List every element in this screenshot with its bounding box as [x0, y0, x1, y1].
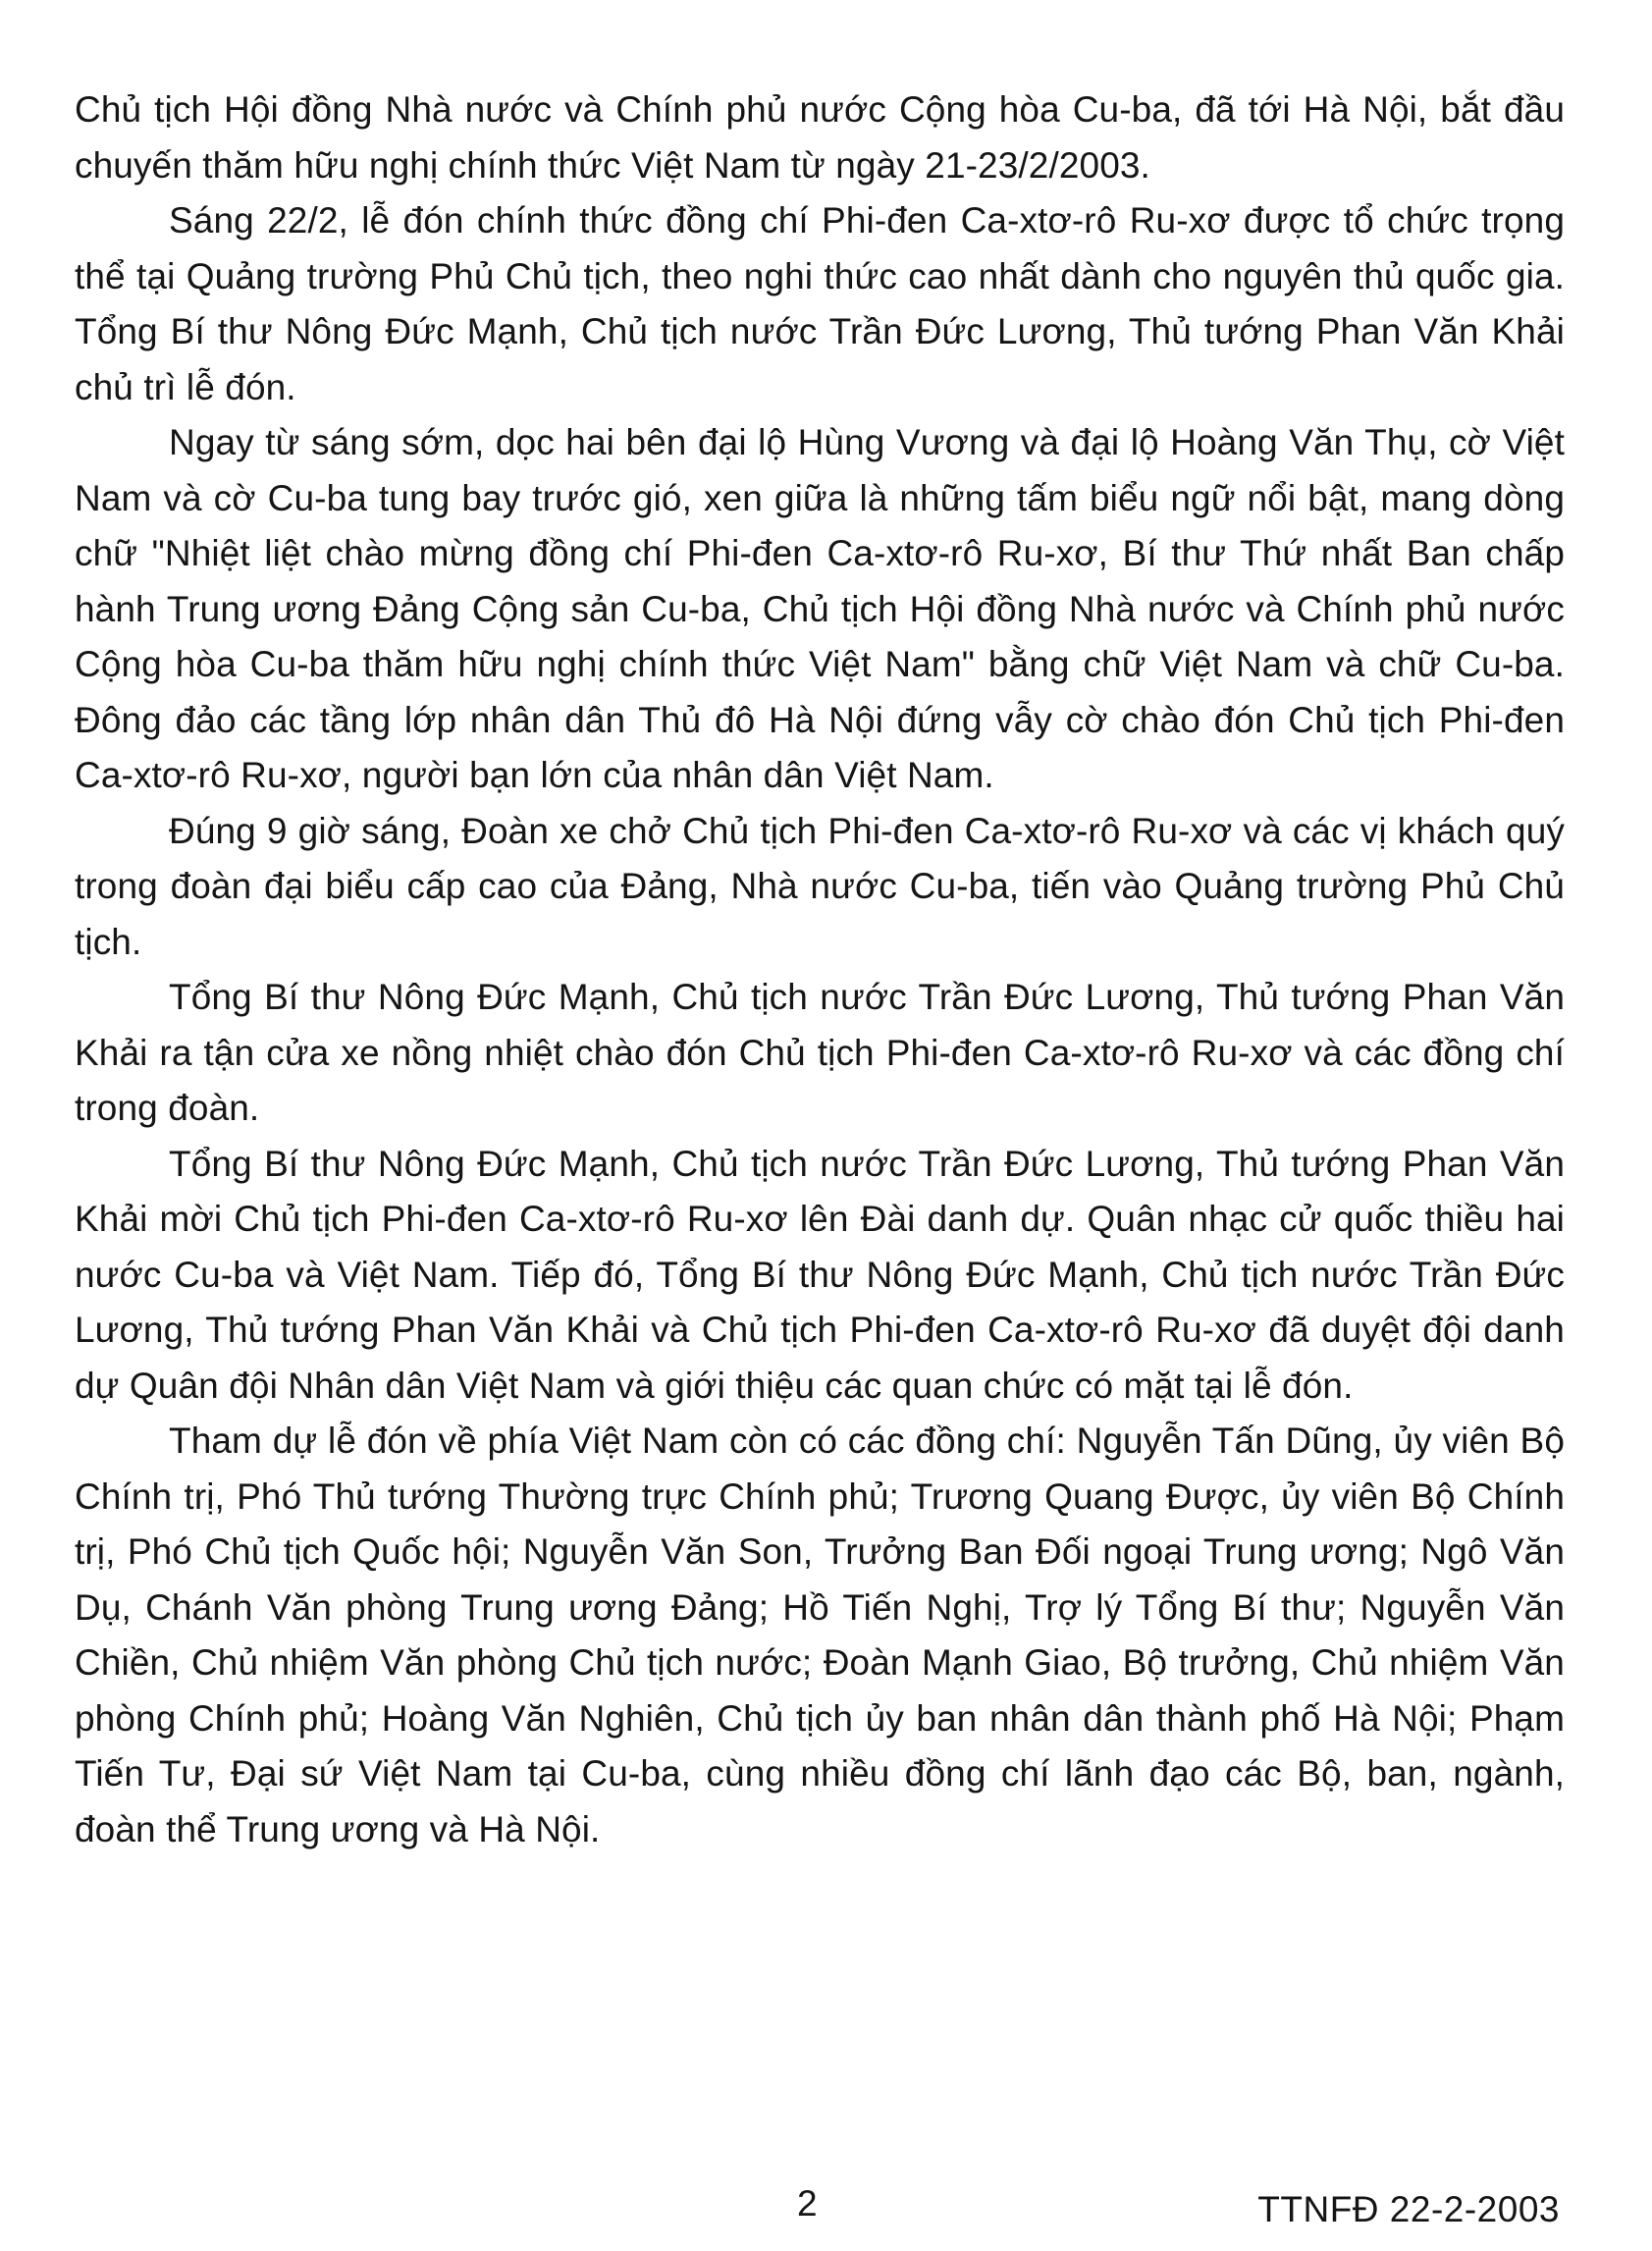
- paragraph-5: Tổng Bí thư Nông Đức Mạnh, Chủ tịch nước Trần Đức Lương, Thủ tướng Phan Văn Khải ra tận cửa xe nồng nhiệt chào đón Chủ tịch Phi-đen Ca-xtơ-rô Ru-xơ và các đồng chí trong đoàn.: [75, 977, 1565, 1128]
- paragraph-3: Ngay từ sáng sớm, dọc hai bên đại lộ Hùng Vương và đại lộ Hoàng Văn Thụ, cờ Việt Nam và cờ Cu-ba tung bay trước gió, xen giữa là những tấm biểu ngữ nổi bật, mang dòng chữ "Nhiệt liệt chào mừng đồng chí Phi-đen Ca-xtơ-rô Ru-xơ, Bí thư Thứ nhất Ban chấp hành Trung ương Đảng Cộng sản Cu-ba, Chủ tịch Hội đồng Nhà nước và Chính phủ nước Cộng hòa Cu-ba thăm hữu nghị chính thức Việt Nam" bằng chữ Việt Nam và chữ Cu-ba. Đông đảo các tầng lớp nhân dân Thủ đô Hà Nội đứng vẫy cờ chào đón Chủ tịch Phi-đen Ca-xtơ-rô Ru-xơ, người bạn lớn của nhân dân Việt Nam.: [75, 422, 1565, 795]
- paragraph-4: Đúng 9 giờ sáng, Đoàn xe chở Chủ tịch Phi-đen Ca-xtơ-rô Ru-xơ và các vị khách quý trong đoàn đại biểu cấp cao của Đảng, Nhà nước Cu-ba, tiến vào Quảng trường Phủ Chủ tịch.: [75, 810, 1565, 962]
- paragraph-1: Chủ tịch Hội đồng Nhà nước và Chính phủ nước Cộng hòa Cu-ba, đã tới Hà Nội, bắt đầu chuyến thăm hữu nghị chính thức Việt Nam từ ngày 21-23/2/2003.: [75, 89, 1565, 186]
- paragraph-7: Tham dự lễ đón về phía Việt Nam còn có các đồng chí: Nguyễn Tấn Dũng, ủy viên Bộ Chính trị, Phó Thủ tướng Thường trực Chính phủ; Trương Quang Được, ủy viên Bộ Chính trị, Phó Chủ tịch Quốc hội; Nguyễn Văn Son, Trưởng Ban Đối ngoại Trung ương; Ngô Văn Dụ, Chánh Văn phòng Trung ương Đảng; Hồ Tiến Nghị, Trợ lý Tổng Bí thư; Nguyễn Văn Chiền, Chủ nhiệm Văn phòng Chủ tịch nước; Đoàn Mạnh Giao, Bộ trưởng, Chủ nhiệm Văn phòng Chính phủ; Hoàng Văn Nghiên, Chủ tịch ủy ban nhân dân thành phố Hà Nội; Phạm Tiến Tư, Đại sứ Việt Nam tại Cu-ba, cùng nhiều đồng chí lãnh đạo các Bộ, ban, ngành, đoàn thể Trung ương và Hà Nội.: [75, 1420, 1565, 1849]
- paragraph-2: Sáng 22/2, lễ đón chính thức đồng chí Phi-đen Ca-xtơ-rô Ru-xơ được tổ chức trọng thể tại Quảng trường Phủ Chủ tịch, theo nghi thức cao nhất dành cho nguyên thủ quốc gia. Tổng Bí thư Nông Đức Mạnh, Chủ tịch nước Trần Đức Lương, Thủ tướng Phan Văn Khải chủ trì lễ đón.: [75, 200, 1565, 407]
- document-body: [75, 82, 1565, 1857]
- page-number: 2: [797, 2183, 818, 2224]
- footer-code: TTNFĐ 22-2-2003: [1257, 2189, 1560, 2229]
- paragraph-6: Tổng Bí thư Nông Đức Mạnh, Chủ tịch nước Trần Đức Lương, Thủ tướng Phan Văn Khải mời Chủ tịch Phi-đen Ca-xtơ-rô Ru-xơ lên Đài danh dự. Quân nhạc cử quốc thiều hai nước Cu-ba và Việt Nam. Tiếp đó, Tổng Bí thư Nông Đức Mạnh, Chủ tịch nước Trần Đức Lương, Thủ tướng Phan Văn Khải và Chủ tịch Phi-đen Ca-xtơ-rô Ru-xơ đã duyệt đội danh dự Quân đội Nhân dân Việt Nam và giới thiệu các quan chức có mặt tại lễ đón.: [75, 1143, 1565, 1406]
